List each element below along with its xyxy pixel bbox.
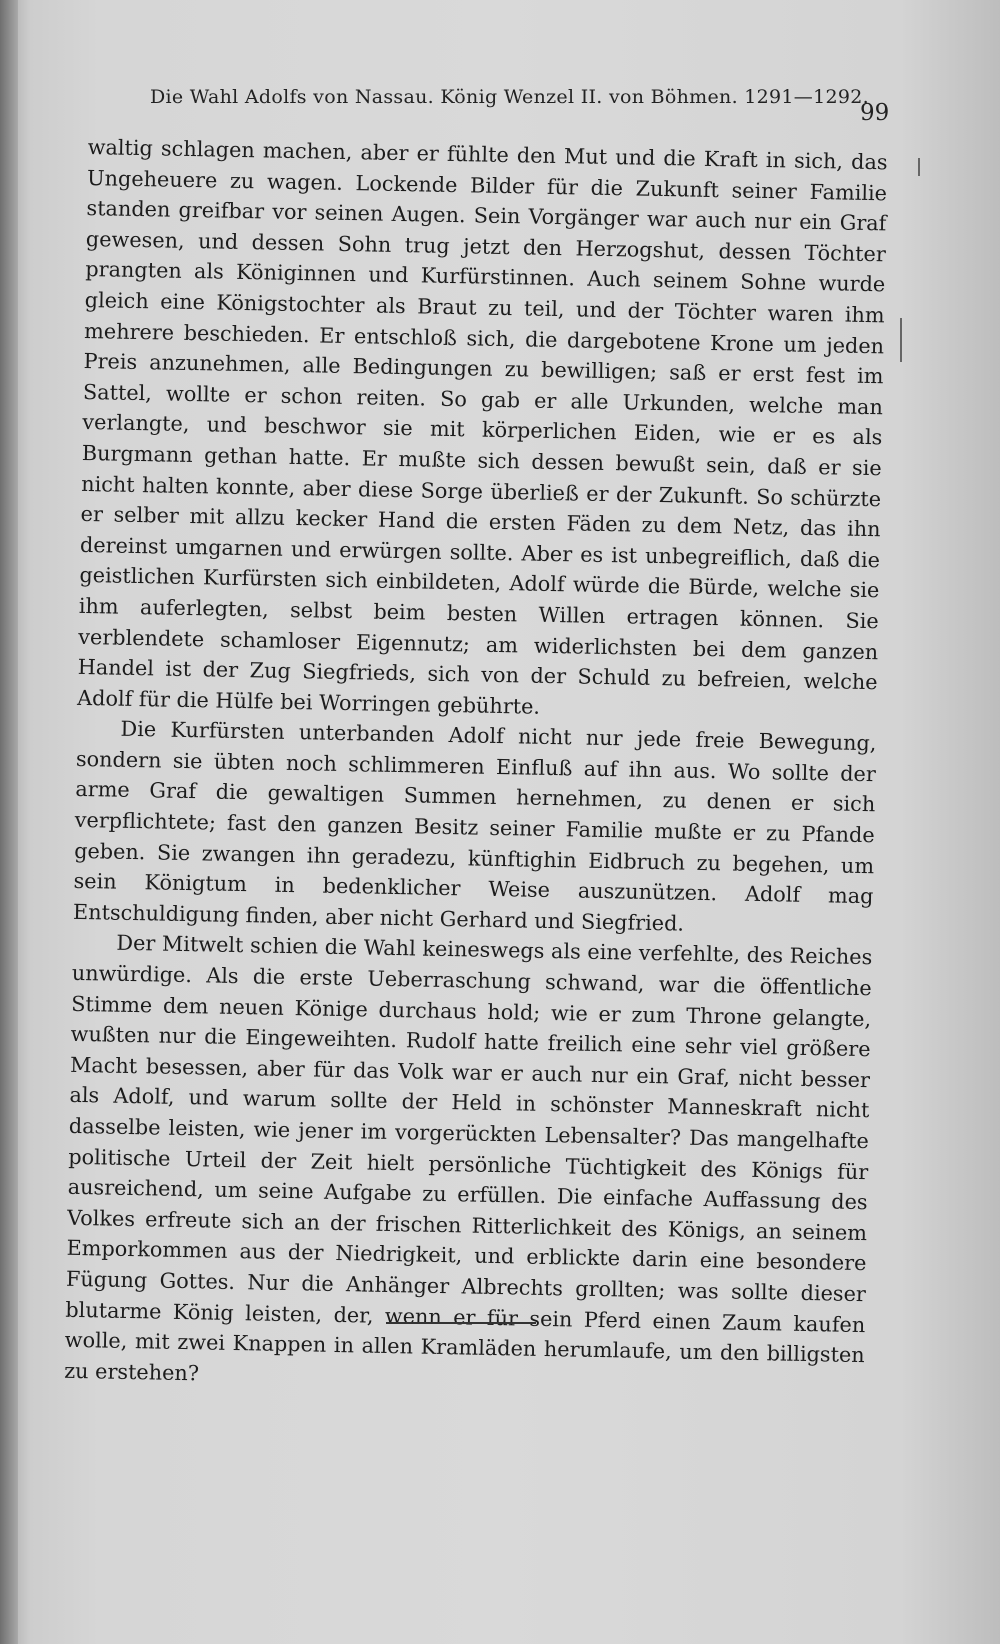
body-text	[64, 132, 888, 1401]
running-head: Die Wahl Adolfs von Nassau. König Wenzel II. von Böhmen. 1291—1292.	[150, 86, 869, 108]
margin-mark	[918, 158, 920, 176]
paragraph-2: Die Kurfürsten unterbanden Adolf nicht nur jede freie Bewegung, sondern sie übten noch schlimmeren Einfluß auf ihn aus. Wo sollte der arme Graf die gewaltigen Summen hernehmen, zu denen er sich verpflichtete; fast den ganzen Besitz seiner Familie mußte er zu Pfande geben. Sie zwangen ihn geradezu, künftighin Eidbruch zu begehen, um sein Königtum in bedenklicher Weise auszunützen. Adolf mag Entschuldigung finden, aber nicht Gerhard und Siegfried.	[72, 717, 877, 936]
margin-mark	[900, 318, 902, 362]
page-number: 99	[860, 100, 890, 126]
paragraph-3: Der Mitwelt schien die Wahl keineswegs als eine verfehlte, des Reiches unwürdige. Als die erste Ueberraschung schwand, war die öffentliche Stimme dem neuen Könige durchaus hold; wie er zum Throne gelangte, wußten nur die Eingeweihten. Rudolf hatte freilich eine sehr viel größere Macht besessen, aber für das Volk war er auch nur ein Graf, nicht besser als Adolf, und warum sollte der Held in schönster Manneskraft nicht dasselbe leisten, wie jener im vorgerückten Lebensalter? Das mangelhafte politische Urteil der Zeit hielt persönliche Tüchtigkeit des Königs für ausreichend, um seine Aufgabe zu erfüllen. Die einfache Auffassung des Volkes erfreute sich an der frischen Ritterlichkeit des Königs, an seinem Emporkommen aus der Niedrigkeit, und erblickte darin eine besondere Fügung Gottes. Nur die Anhänger Albrechts grollten; was sollte dieser blutarme König leisten, der, wenn er für sein Pferd einen Zaum kaufen wolle, mit zwei Knappen in allen Kramläden herumlaufe, um den billigsten zu erstehen?	[63, 931, 873, 1386]
book-spine-shadow	[0, 0, 18, 1644]
section-end-rule	[386, 1322, 536, 1324]
paragraph-1: waltig schlagen machen, aber er fühlte den Mut und die Kraft in sich, das Ungeheuere zu wagen. Lockende Bilder für die Zukunft seiner Familie standen greifbar vor seinen Augen. Sein Vorgänger war auch nur ein Graf gewesen, und dessen Sohn trug jetzt den Herzogshut, dessen Töchter prangten als Königinnen und Kurfürstinnen. Auch seinem Sohne wurde gleich eine Königstochter als Braut zu teil, und der Töchter waren ihm mehrere beschieden. Er entschloß sich, die dargebotene Krone um jeden Preis anzunehmen, alle Bedingungen zu bewilligen; saß er erst fest im Sattel, wollte er schon reiten. So gab er alle Urkunden, welche man verlangte, und beschwor sie mit körperlichen Eiden, wie er es als Burgmann gethan hatte. Er mußte sich dessen bewußt sein, daß er sie nicht halten konnte, aber diese Sorge überließ er der Zukunft. So schürzte er selber mit allzu kecker Hand die ersten Fäden zu dem Netz, das ihn dereinst umgarnen und erwürgen sollte. Aber es ist unbegreiflich, daß die geistlichen Kurfürsten sich einbildeten, Adolf würde die Bürde, welche sie ihm auferlegten, selbst beim besten Willen ertragen können. Sie verblendete schamloser Eigennutz; am widerlichsten bei dem ganzen Handel ist der Zug Siegfrieds, sich von der Schuld zu befreien, welche Adolf für die Hülfe bei Worringen gebührte.	[76, 134, 888, 719]
